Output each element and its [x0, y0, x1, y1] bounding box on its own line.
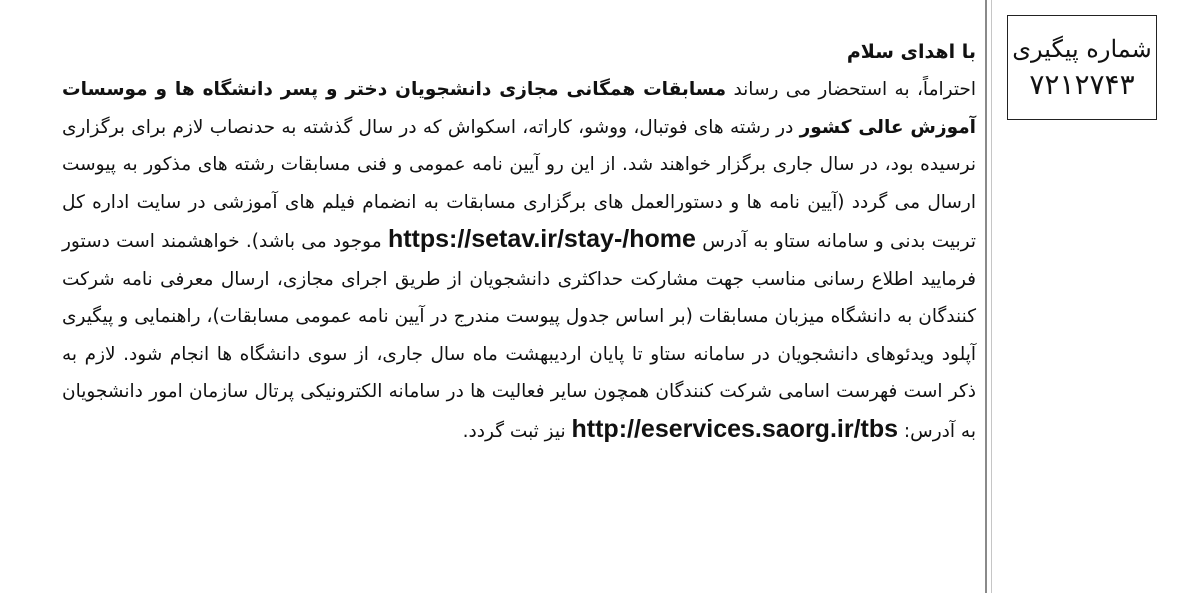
letter-paragraph	[62, 71, 976, 450]
setav-url-link[interactable]: https://setav.ir/stay-/home	[387, 225, 696, 253]
letter-body	[62, 34, 976, 450]
letter-text-body-2: موجود می باشد). خواهشمند است دستور فرمایید اطلاع رسانی مناسب جهت مشارکت حداکثری دانشجویان از طریق اجرای مجازی، ارسال معرفی نامه شرکت کنندگان به دانشگاه میزبان مسابقات (بر اساس جدول پیوست مندرج در آیین نامه عمومی مسابقات)، راهنمایی و پیگیری آپلود ویدئوهای دانشجویان در سامانه ستاو تا پایان اردیبهشت ماه سال جاری، از سوی دانشگاه ها انجام شود. لازم به ذکر است فهرست اسامی شرکت کنندگان همچون سایر فعالیت ها در سامانه الکترونیکی پرتال سازمان امور دانشجویان به آدرس:	[62, 231, 976, 442]
margin-rule-secondary	[991, 0, 992, 593]
letter-text-body: در رشته های فوتبال، ووشو، کاراته، اسکواش که در سال گذشته به حدنصاب لازم برای برگزاری نرسیده بود، در سال جاری برگزار خواهند شد. از این رو آیین نامه عمومی و فنی مسابقات رشته های مذکور به پیوست ارسال می گردد (آیین نامه ها و دستورالعمل های برگزاری مسابقات به انضمام فیلم های آموزشی در سایت اداره کل تربیت بدنی و سامانه ستاو به آدرس	[62, 116, 976, 252]
eservices-url-link[interactable]: http://eservices.saorg.ir/tbs	[571, 414, 899, 443]
tracking-number-box	[1007, 15, 1157, 120]
letter-greeting: با اهدای سلام	[846, 41, 976, 63]
tracking-label: شماره پیگیری	[1012, 34, 1152, 63]
letter-text-intro: احتراماً، به استحضار می رساند	[726, 79, 976, 100]
letter-competition-title: مسابقات همگانی مجازی دانشجویان دختر و پسر دانشگاه ها و موسسات آموزش عالی کشور	[62, 79, 976, 138]
margin-rule	[985, 0, 987, 593]
tracking-number: ۷۲۱۲۷۴۳	[1029, 67, 1135, 101]
letter-text-closing: نیز ثبت گردد.	[462, 420, 572, 442]
